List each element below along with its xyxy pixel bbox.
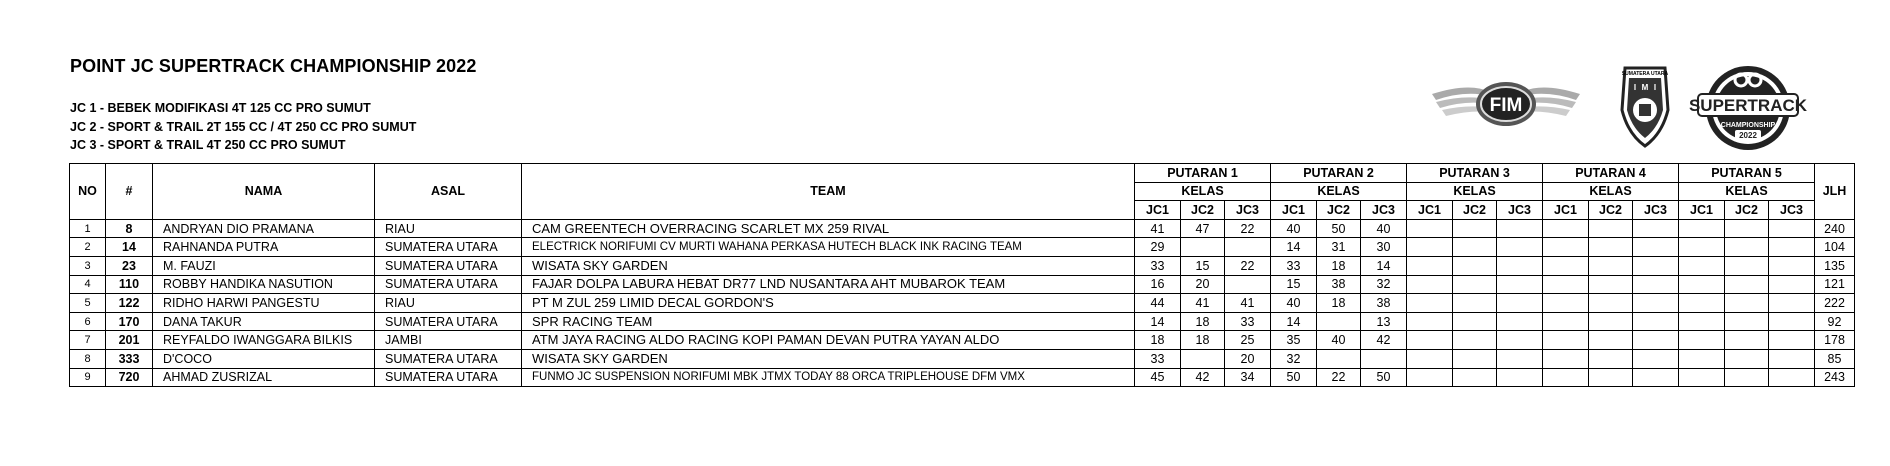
cell-nama: ANDRYAN DIO PRAMANA	[153, 219, 375, 238]
col-header-jc3: JC3	[1769, 201, 1815, 220]
cell-points	[1497, 368, 1543, 387]
cell-jlh: 135	[1815, 256, 1855, 275]
cell-points	[1679, 275, 1725, 294]
col-header-team: TEAM	[522, 164, 1135, 220]
cell-points	[1769, 238, 1815, 257]
sponsor-logos	[1430, 64, 1810, 154]
cell-points	[1725, 312, 1769, 331]
col-header-number: #	[106, 164, 153, 220]
col-header-jc1: JC1	[1543, 201, 1589, 220]
cell-points: 33	[1225, 312, 1271, 331]
cell-points	[1769, 219, 1815, 238]
cell-points	[1453, 294, 1497, 313]
cell-points	[1725, 331, 1769, 350]
cell-no: 5	[70, 294, 106, 313]
fim-logo-text: FIM	[1489, 95, 1523, 116]
cell-points: 41	[1181, 294, 1225, 313]
cell-points	[1407, 331, 1453, 350]
cell-points: 30	[1361, 238, 1407, 257]
cell-points	[1543, 275, 1589, 294]
cell-points: 16	[1135, 275, 1181, 294]
col-header-jc2: JC2	[1453, 201, 1497, 220]
cell-points	[1181, 349, 1225, 368]
cell-points: 38	[1361, 294, 1407, 313]
cell-points	[1407, 219, 1453, 238]
cell-team: FUNMO JC SUSPENSION NORIFUMI MBK JTMX TODAY 88 ORCA TRIPLEHOUSE DFM VMX	[522, 368, 1135, 387]
table-row	[70, 256, 1855, 275]
cell-team: WISATA SKY GARDEN	[522, 256, 1135, 275]
cell-team: ATM JAYA RACING ALDO RACING KOPI PAMAN DEVAN PUTRA YAYAN ALDO	[522, 331, 1135, 350]
cell-points: 44	[1135, 294, 1181, 313]
cell-points	[1725, 368, 1769, 387]
cell-points	[1407, 368, 1453, 387]
cell-asal: RIAU	[375, 219, 522, 238]
cell-points	[1497, 275, 1543, 294]
cell-points: 22	[1225, 256, 1271, 275]
cell-points	[1543, 331, 1589, 350]
cell-points	[1679, 238, 1725, 257]
cell-points	[1725, 238, 1769, 257]
cell-points	[1453, 238, 1497, 257]
cell-asal: SUMATERA UTARA	[375, 312, 522, 331]
cell-points	[1679, 331, 1725, 350]
cell-team: CAM GREENTECH OVERRACING SCARLET MX 259 RIVAL	[522, 219, 1135, 238]
cell-points	[1453, 368, 1497, 387]
cell-rider-number: 170	[106, 312, 153, 331]
cell-points	[1769, 368, 1815, 387]
standings-body	[70, 219, 1855, 386]
table-row	[70, 368, 1855, 387]
cell-asal: SUMATERA UTARA	[375, 256, 522, 275]
cell-points: 42	[1181, 368, 1225, 387]
cell-rider-number: 720	[106, 368, 153, 387]
cell-no: 4	[70, 275, 106, 294]
cell-points	[1725, 219, 1769, 238]
cell-points	[1589, 219, 1633, 238]
col-header-jc2: JC2	[1589, 201, 1633, 220]
cell-points: 42	[1361, 331, 1407, 350]
cell-points: 41	[1225, 294, 1271, 313]
cell-points: 13	[1361, 312, 1407, 331]
cell-points: 50	[1361, 368, 1407, 387]
cell-points: 18	[1135, 331, 1181, 350]
imi-logo-top-text: SUMATERA UTARA	[1621, 71, 1669, 77]
cell-points: 33	[1135, 349, 1181, 368]
cell-team: WISATA SKY GARDEN	[522, 349, 1135, 368]
cell-points	[1497, 331, 1543, 350]
cell-points	[1453, 349, 1497, 368]
cell-points: 33	[1271, 256, 1317, 275]
cell-points	[1453, 275, 1497, 294]
col-header-jc1: JC1	[1407, 201, 1453, 220]
table-row	[70, 275, 1855, 294]
cell-points	[1543, 349, 1589, 368]
class-legend-jc1: JC 1 - BEBEK MODIFIKASI 4T 125 CC PRO SUMUT	[70, 101, 371, 115]
cell-points: 40	[1271, 294, 1317, 313]
cell-points	[1679, 312, 1725, 331]
cell-points	[1633, 238, 1679, 257]
cell-nama: M. FAUZI	[153, 256, 375, 275]
cell-points: 41	[1135, 219, 1181, 238]
cell-points	[1497, 219, 1543, 238]
cell-points: 50	[1317, 219, 1361, 238]
cell-points	[1453, 312, 1497, 331]
cell-points	[1769, 256, 1815, 275]
cell-points	[1589, 275, 1633, 294]
cell-points	[1769, 312, 1815, 331]
cell-points: 25	[1225, 331, 1271, 350]
cell-points	[1317, 349, 1361, 368]
cell-points: 14	[1135, 312, 1181, 331]
cell-rider-number: 14	[106, 238, 153, 257]
cell-no: 2	[70, 238, 106, 257]
cell-points	[1589, 294, 1633, 313]
cell-points: 18	[1317, 294, 1361, 313]
cell-points	[1317, 312, 1361, 331]
cell-points: 18	[1181, 331, 1225, 350]
cell-jlh: 92	[1815, 312, 1855, 331]
cell-points	[1633, 256, 1679, 275]
cell-points	[1589, 312, 1633, 331]
col-header-putaran-2: PUTARAN 2	[1271, 164, 1407, 183]
cell-points	[1633, 219, 1679, 238]
cell-points	[1225, 238, 1271, 257]
imi-logo	[1622, 68, 1669, 146]
cell-points	[1497, 294, 1543, 313]
col-header-no: NO	[70, 164, 106, 220]
col-header-jc1: JC1	[1271, 201, 1317, 220]
cell-jlh: 243	[1815, 368, 1855, 387]
supertrack-logo-title: SUPERTRACK	[1688, 96, 1808, 115]
col-header-jc1: JC1	[1679, 201, 1725, 220]
cell-points	[1679, 368, 1725, 387]
imi-logo-letter-1: I	[1633, 83, 1637, 92]
imi-logo-letter-2: M	[1641, 83, 1649, 92]
cell-points	[1407, 275, 1453, 294]
cell-points	[1769, 294, 1815, 313]
cell-points	[1633, 331, 1679, 350]
cell-asal: RIAU	[375, 294, 522, 313]
cell-jlh: 222	[1815, 294, 1855, 313]
cell-points	[1589, 238, 1633, 257]
cell-points	[1633, 275, 1679, 294]
col-header-jc1: JC1	[1135, 201, 1181, 220]
col-header-putaran-1: PUTARAN 1	[1135, 164, 1271, 183]
cell-points: 22	[1317, 368, 1361, 387]
cell-points	[1497, 349, 1543, 368]
cell-points: 14	[1361, 256, 1407, 275]
col-header-jc3: JC3	[1225, 201, 1271, 220]
cell-rider-number: 23	[106, 256, 153, 275]
cell-team: SPR RACING TEAM	[522, 312, 1135, 331]
cell-no: 8	[70, 349, 106, 368]
cell-rider-number: 333	[106, 349, 153, 368]
cell-team: PT M ZUL 259 LIMID DECAL GORDON'S	[522, 294, 1135, 313]
cell-points	[1453, 219, 1497, 238]
cell-points	[1679, 219, 1725, 238]
cell-points	[1181, 238, 1225, 257]
cell-points: 38	[1317, 275, 1361, 294]
col-header-kelas: KELAS	[1679, 182, 1815, 201]
col-header-jc2: JC2	[1725, 201, 1769, 220]
cell-nama: DANA TAKUR	[153, 312, 375, 331]
col-header-jc2: JC2	[1317, 201, 1361, 220]
standings-table	[69, 163, 1855, 387]
cell-points	[1453, 331, 1497, 350]
cell-points	[1407, 312, 1453, 331]
cell-points	[1769, 349, 1815, 368]
cell-nama: ROBBY HANDIKA NASUTION	[153, 275, 375, 294]
cell-points: 18	[1317, 256, 1361, 275]
cell-points	[1725, 275, 1769, 294]
cell-nama: AHMAD ZUSRIZAL	[153, 368, 375, 387]
class-legend	[70, 99, 416, 155]
cell-points: 18	[1181, 312, 1225, 331]
cell-points	[1679, 349, 1725, 368]
cell-points	[1407, 256, 1453, 275]
cell-team: FAJAR DOLPA LABURA HEBAT DR77 LND NUSANTARA AHT MUBAROK TEAM	[522, 275, 1135, 294]
cell-nama: D'COCO	[153, 349, 375, 368]
cell-points	[1589, 331, 1633, 350]
class-legend-jc3: JC 3 - SPORT & TRAIL 4T 250 CC PRO SUMUT	[70, 138, 346, 152]
cell-points: 20	[1225, 349, 1271, 368]
cell-points	[1497, 256, 1543, 275]
col-header-jc3: JC3	[1633, 201, 1679, 220]
cell-nama: REYFALDO IWANGGARA BILKIS	[153, 331, 375, 350]
cell-points: 45	[1135, 368, 1181, 387]
cell-points	[1589, 368, 1633, 387]
cell-jlh: 121	[1815, 275, 1855, 294]
col-header-kelas: KELAS	[1407, 182, 1543, 201]
cell-points	[1543, 256, 1589, 275]
cell-points	[1589, 349, 1633, 368]
cell-points: 14	[1271, 238, 1317, 257]
cell-jlh: 104	[1815, 238, 1855, 257]
cell-points	[1497, 238, 1543, 257]
col-header-jlh: JLH	[1815, 164, 1855, 220]
cell-rider-number: 8	[106, 219, 153, 238]
cell-points	[1543, 219, 1589, 238]
header-row-putaran	[70, 164, 1855, 183]
cell-points	[1225, 275, 1271, 294]
imi-logo-letter-3: I	[1653, 83, 1657, 92]
col-header-kelas: KELAS	[1271, 182, 1407, 201]
table-row	[70, 331, 1855, 350]
cell-points	[1407, 294, 1453, 313]
cell-nama: RAHNANDA PUTRA	[153, 238, 375, 257]
cell-points	[1633, 349, 1679, 368]
cell-points	[1543, 312, 1589, 331]
cell-points: 40	[1271, 219, 1317, 238]
cell-no: 1	[70, 219, 106, 238]
cell-jlh: 178	[1815, 331, 1855, 350]
table-row	[70, 219, 1855, 238]
supertrack-logo-year: 2022	[1739, 131, 1757, 140]
cell-points	[1679, 256, 1725, 275]
cell-jlh: 240	[1815, 219, 1855, 238]
cell-nama: RIDHO HARWI PANGESTU	[153, 294, 375, 313]
cell-points	[1407, 349, 1453, 368]
cell-points: 35	[1271, 331, 1317, 350]
col-header-jc2: JC2	[1181, 201, 1225, 220]
cell-points: 20	[1181, 275, 1225, 294]
cell-no: 7	[70, 331, 106, 350]
cell-points	[1769, 275, 1815, 294]
cell-team: ELECTRICK NORIFUMI CV MURTI WAHANA PERKASA HUTECH BLACK INK RACING TEAM	[522, 238, 1135, 257]
cell-points: 47	[1181, 219, 1225, 238]
cell-points	[1543, 294, 1589, 313]
cell-rider-number: 201	[106, 331, 153, 350]
cell-jlh: 85	[1815, 349, 1855, 368]
cell-rider-number: 110	[106, 275, 153, 294]
col-header-asal: ASAL	[375, 164, 522, 220]
col-header-nama: NAMA	[153, 164, 375, 220]
cell-points	[1725, 349, 1769, 368]
cell-no: 6	[70, 312, 106, 331]
cell-points: 22	[1225, 219, 1271, 238]
cell-points	[1407, 238, 1453, 257]
cell-points: 32	[1271, 349, 1317, 368]
cell-points: 32	[1361, 275, 1407, 294]
col-header-putaran-3: PUTARAN 3	[1407, 164, 1543, 183]
cell-points	[1769, 331, 1815, 350]
table-row	[70, 349, 1855, 368]
supertrack-logo	[1689, 66, 1808, 150]
cell-points	[1453, 256, 1497, 275]
cell-points: 40	[1317, 331, 1361, 350]
cell-asal: SUMATERA UTARA	[375, 275, 522, 294]
class-legend-jc2: JC 2 - SPORT & TRAIL 2T 155 CC / 4T 250 CC PRO SUMUT	[70, 119, 417, 134]
col-header-jc3: JC3	[1361, 201, 1407, 220]
cell-asal: JAMBI	[375, 331, 522, 350]
cell-asal: SUMATERA UTARA	[375, 349, 522, 368]
cell-points	[1589, 256, 1633, 275]
cell-points	[1361, 349, 1407, 368]
cell-no: 9	[70, 368, 106, 387]
cell-points: 14	[1271, 312, 1317, 331]
cell-no: 3	[70, 256, 106, 275]
cell-points: 15	[1271, 275, 1317, 294]
cell-points	[1725, 294, 1769, 313]
cell-points: 50	[1271, 368, 1317, 387]
cell-points: 33	[1135, 256, 1181, 275]
cell-points	[1633, 368, 1679, 387]
cell-points	[1633, 312, 1679, 331]
page-title: POINT JC SUPERTRACK CHAMPIONSHIP 2022	[70, 56, 477, 76]
cell-points: 29	[1135, 238, 1181, 257]
cell-points	[1543, 368, 1589, 387]
fim-logo	[1432, 82, 1580, 126]
cell-points	[1633, 294, 1679, 313]
col-header-putaran-4: PUTARAN 4	[1543, 164, 1679, 183]
col-header-kelas: KELAS	[1135, 182, 1271, 201]
cell-points: 40	[1361, 219, 1407, 238]
col-header-kelas: KELAS	[1543, 182, 1679, 201]
cell-points: 34	[1225, 368, 1271, 387]
supertrack-logo-sub: CHAMPIONSHIP	[1720, 122, 1776, 129]
col-header-putaran-5: PUTARAN 5	[1679, 164, 1815, 183]
cell-rider-number: 122	[106, 294, 153, 313]
cell-points	[1679, 294, 1725, 313]
cell-asal: SUMATERA UTARA	[375, 368, 522, 387]
cell-asal: SUMATERA UTARA	[375, 238, 522, 257]
cell-points	[1497, 312, 1543, 331]
cell-points	[1543, 238, 1589, 257]
table-row	[70, 294, 1855, 313]
cell-points: 31	[1317, 238, 1361, 257]
cell-points	[1725, 256, 1769, 275]
col-header-jc3: JC3	[1497, 201, 1543, 220]
cell-points: 15	[1181, 256, 1225, 275]
table-row	[70, 312, 1855, 331]
table-row	[70, 238, 1855, 257]
